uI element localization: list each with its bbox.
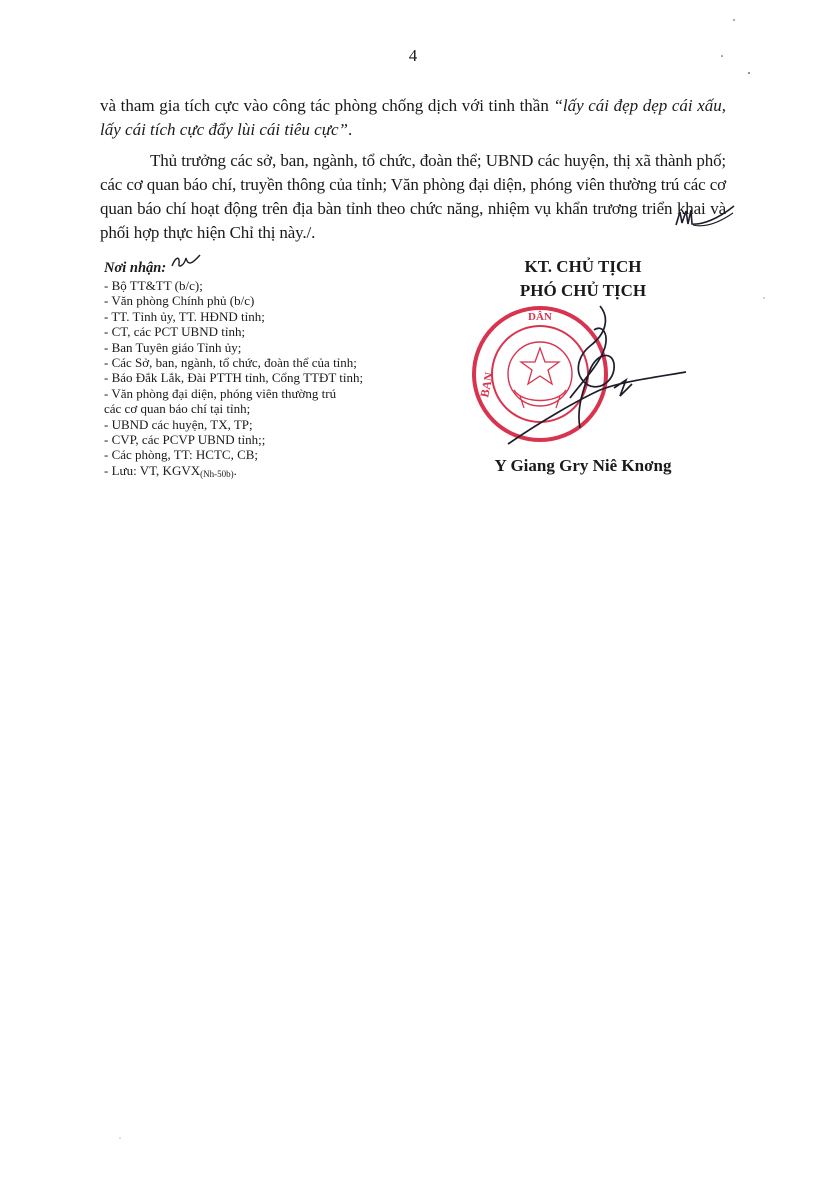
recipient-item: - TT. Tỉnh ủy, TT. HĐND tỉnh;: [104, 308, 265, 324]
archive-main: - Lưu: VT, KGVX: [104, 462, 201, 478]
recipients-title: Nơi nhận:: [104, 260, 167, 276]
recipient-item: - Văn phòng đại diện, phóng viên thường trú các cơ quan báo chí tại tỉnh;: [104, 385, 337, 417]
seal-text-left: BAN: [477, 370, 497, 399]
paragraph-1-end: .: [347, 120, 353, 139]
archive-end: .: [233, 462, 237, 478]
paragraph-2-text: Thủ trưởng các sở, ban, ngành, tổ chức, đoàn thể; UBND các huyện, thị xã thành phố; các cơ quan báo chí, truyền thông của tỉnh; Văn phòng đại diện, phóng viên thường trú các cơ quan báo chí hoạt động trên địa bàn tỉnh theo chức năng, nhiệm vụ khẩn trương triển khai và phối hợp thực hiện Chỉ thị này./.: [100, 151, 726, 242]
recipient-item: - Ban Tuyên giáo Tỉnh ủy;: [104, 339, 242, 355]
paragraph-1-quote: “lấy cái đẹp dẹp cái xấu, lấy cái tích cực đẩy lùi cái tiêu cực”: [100, 96, 727, 139]
recipient-item: - Báo Đắk Lắk, Đài PTTH tỉnh, Cổng TTĐT tỉnh;: [104, 370, 364, 386]
archive-sub: (Nh-50b): [200, 468, 234, 479]
recipient-item: - CVP, các PCVP UBND tỉnh;;: [104, 432, 266, 448]
paragraph-1-text: và tham gia tích cực vào công tác phòng chống dịch với tinh thần: [100, 96, 554, 115]
page-number: 4: [408, 46, 418, 65]
signature-line-2: PHÓ CHỦ TỊCH: [519, 281, 647, 300]
recipient-item: - CT, các PCT UBND tỉnh;: [104, 324, 246, 340]
signer-name: Y Giang Gry Niê Knơng: [494, 456, 672, 475]
recipient-item: - Các phòng, TT: HCTC, CB;: [104, 447, 259, 463]
recipient-item: - Bộ TT&TT (b/c);: [104, 278, 203, 293]
recipient-item: - Văn phòng Chính phủ (b/c): [104, 293, 255, 309]
signature-line-1: KT. CHỦ TỊCH: [524, 257, 642, 276]
recipient-item: - UBND các huyện, TX, TP;: [104, 416, 253, 432]
recipient-item: - Các Sở, ban, ngành, tổ chức, đoàn thể của tỉnh;: [104, 355, 357, 371]
seal-text-top: DÂN: [528, 311, 552, 323]
